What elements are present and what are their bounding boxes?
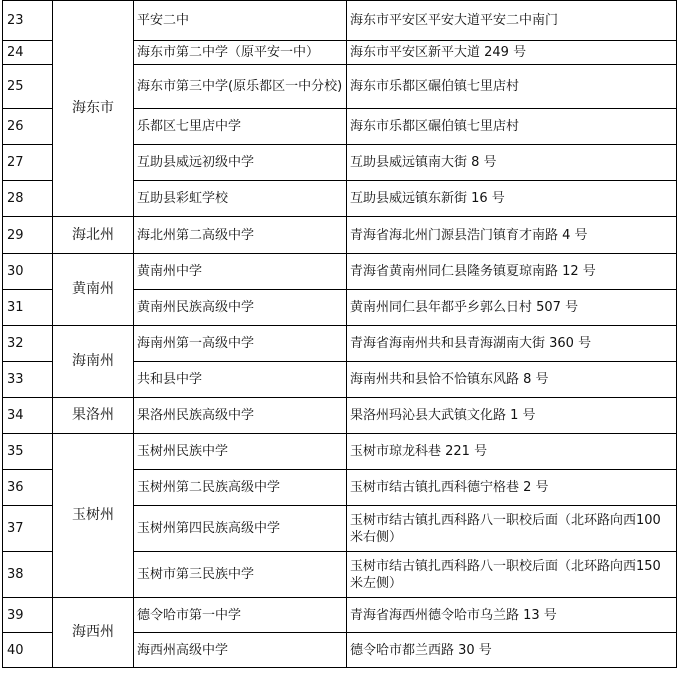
school-name: 黄南州民族高级中学 bbox=[134, 290, 347, 326]
row-number: 30 bbox=[3, 254, 53, 290]
school-name: 海东市第三中学(原乐都区一中分校) bbox=[134, 65, 347, 109]
row-number: 24 bbox=[3, 41, 53, 65]
region-cell: 海北州 bbox=[53, 217, 134, 254]
row-number: 25 bbox=[3, 65, 53, 109]
school-address: 青海省黄南州同仁县隆务镇夏琼南路 12 号 bbox=[347, 254, 677, 290]
school-address: 海东市平安区新平大道 249 号 bbox=[347, 41, 677, 65]
school-address: 海南州共和县恰不恰镇东风路 8 号 bbox=[347, 362, 677, 398]
school-address: 玉树市结古镇扎西科路八一职校后面（北环路向西150 米左侧） bbox=[347, 552, 677, 598]
school-name: 玉树州第二民族高级中学 bbox=[134, 470, 347, 506]
school-name: 海南州第一高级中学 bbox=[134, 326, 347, 362]
school-name: 海西州高级中学 bbox=[134, 633, 347, 668]
school-address: 互助县威远镇东新街 16 号 bbox=[347, 181, 677, 217]
row-number: 40 bbox=[3, 633, 53, 668]
school-name: 海北州第二高级中学 bbox=[134, 217, 347, 254]
row-number: 35 bbox=[3, 434, 53, 470]
row-number: 23 bbox=[3, 1, 53, 41]
row-number: 38 bbox=[3, 552, 53, 598]
school-name: 黄南州中学 bbox=[134, 254, 347, 290]
table-row bbox=[3, 1, 677, 41]
region-cell: 海西州 bbox=[53, 598, 134, 668]
school-table bbox=[2, 0, 677, 668]
school-name: 玉树州民族中学 bbox=[134, 434, 347, 470]
region-cell: 玉树州 bbox=[53, 434, 134, 598]
school-name: 海东市第二中学（原平安一中） bbox=[134, 41, 347, 65]
school-address: 德令哈市都兰西路 30 号 bbox=[347, 633, 677, 668]
school-name: 平安二中 bbox=[134, 1, 347, 41]
school-address: 玉树市结古镇扎西科德宁格巷 2 号 bbox=[347, 470, 677, 506]
school-name: 乐都区七里店中学 bbox=[134, 109, 347, 145]
row-number: 27 bbox=[3, 145, 53, 181]
school-name: 玉树州第四民族高级中学 bbox=[134, 506, 347, 552]
region-cell: 果洛州 bbox=[53, 398, 134, 434]
row-number: 37 bbox=[3, 506, 53, 552]
row-number: 34 bbox=[3, 398, 53, 434]
table-body bbox=[3, 1, 677, 668]
region-cell: 海南州 bbox=[53, 326, 134, 398]
school-address: 玉树市结古镇扎西科路八一职校后面（北环路向西100 米右侧） bbox=[347, 506, 677, 552]
region-cell: 海东市 bbox=[53, 1, 134, 217]
school-name: 互助县威远初级中学 bbox=[134, 145, 347, 181]
school-name: 果洛州民族高级中学 bbox=[134, 398, 347, 434]
school-name: 互助县彩虹学校 bbox=[134, 181, 347, 217]
table-row bbox=[3, 254, 677, 290]
school-address: 青海省海北州门源县浩门镇育才南路 4 号 bbox=[347, 217, 677, 254]
row-number: 31 bbox=[3, 290, 53, 326]
school-name: 玉树市第三民族中学 bbox=[134, 552, 347, 598]
school-address: 玉树市琼龙科巷 221 号 bbox=[347, 434, 677, 470]
table-row bbox=[3, 217, 677, 254]
school-address: 青海省海西州德令哈市乌兰路 13 号 bbox=[347, 598, 677, 633]
school-address: 青海省海南州共和县青海湖南大街 360 号 bbox=[347, 326, 677, 362]
school-address: 海东市乐都区碾伯镇七里店村 bbox=[347, 109, 677, 145]
table-row bbox=[3, 434, 677, 470]
table-row bbox=[3, 598, 677, 633]
school-address: 果洛州玛沁县大武镇文化路 1 号 bbox=[347, 398, 677, 434]
school-address: 海东市乐都区碾伯镇七里店村 bbox=[347, 65, 677, 109]
school-name: 德令哈市第一中学 bbox=[134, 598, 347, 633]
row-number: 28 bbox=[3, 181, 53, 217]
row-number: 39 bbox=[3, 598, 53, 633]
row-number: 33 bbox=[3, 362, 53, 398]
school-address: 互助县威远镇南大街 8 号 bbox=[347, 145, 677, 181]
school-address: 海东市平安区平安大道平安二中南门 bbox=[347, 1, 677, 41]
table-row bbox=[3, 326, 677, 362]
row-number: 29 bbox=[3, 217, 53, 254]
region-cell: 黄南州 bbox=[53, 254, 134, 326]
school-address: 黄南州同仁县年都乎乡郭么日村 507 号 bbox=[347, 290, 677, 326]
row-number: 32 bbox=[3, 326, 53, 362]
row-number: 26 bbox=[3, 109, 53, 145]
row-number: 36 bbox=[3, 470, 53, 506]
table-row bbox=[3, 398, 677, 434]
school-name: 共和县中学 bbox=[134, 362, 347, 398]
